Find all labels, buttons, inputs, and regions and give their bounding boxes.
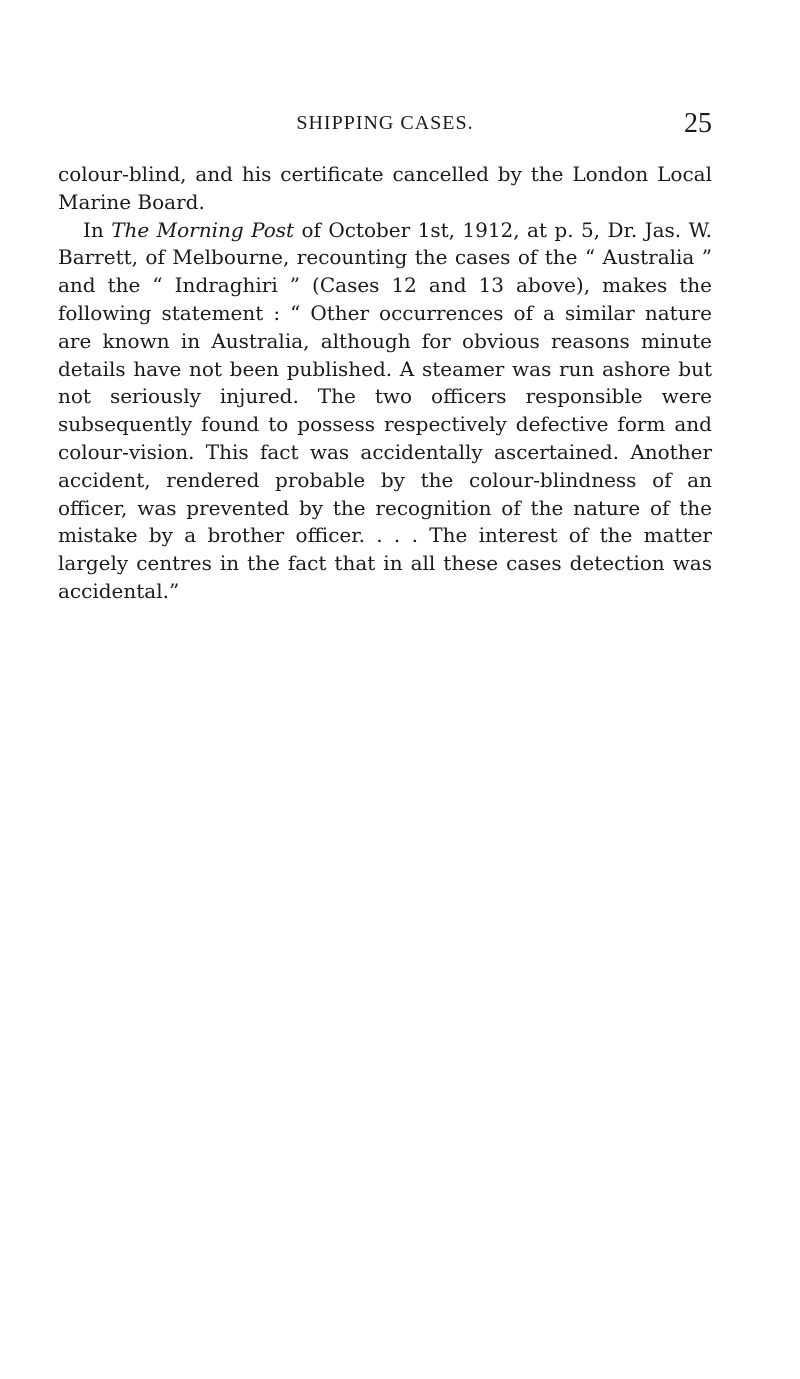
running-head <box>58 108 712 142</box>
paragraph-continuation: colour-blind, and his certificate cancelled by the London Local Marine Board. <box>58 162 712 214</box>
running-title: SHIPPING CASES. <box>296 112 474 134</box>
paragraph-morning-post <box>58 217 712 606</box>
paragraph-rest: of October 1st, 1912, at p. 5, Dr. Jas. W. Barrett, of Melbourne, recounting the cases of the “ Australia ” and the “ Indraghiri ” (Cases 12 and 13 above), makes the following statement : “ Other occurrences of a similar nature are known in Australia, although for obvious reasons minute details have not been published. A steamer was run ashore but not seriously injured. The two officers responsible were subsequently found to possess respectively defective form and colour-vision. This fact was accidentally ascertained. Another accident, rendered probable by the colour-blindness of an officer, was prevented by the recognition of the nature of the mistake by a brother officer. . . . The interest of the matter largely centres in the fact that in all these cases detection was accidental.” <box>58 217 712 603</box>
body-text <box>58 161 712 606</box>
paragraph-lead: In <box>83 217 112 242</box>
publication-title: The Morning Post <box>111 217 295 242</box>
page-number: 25 <box>684 108 712 139</box>
